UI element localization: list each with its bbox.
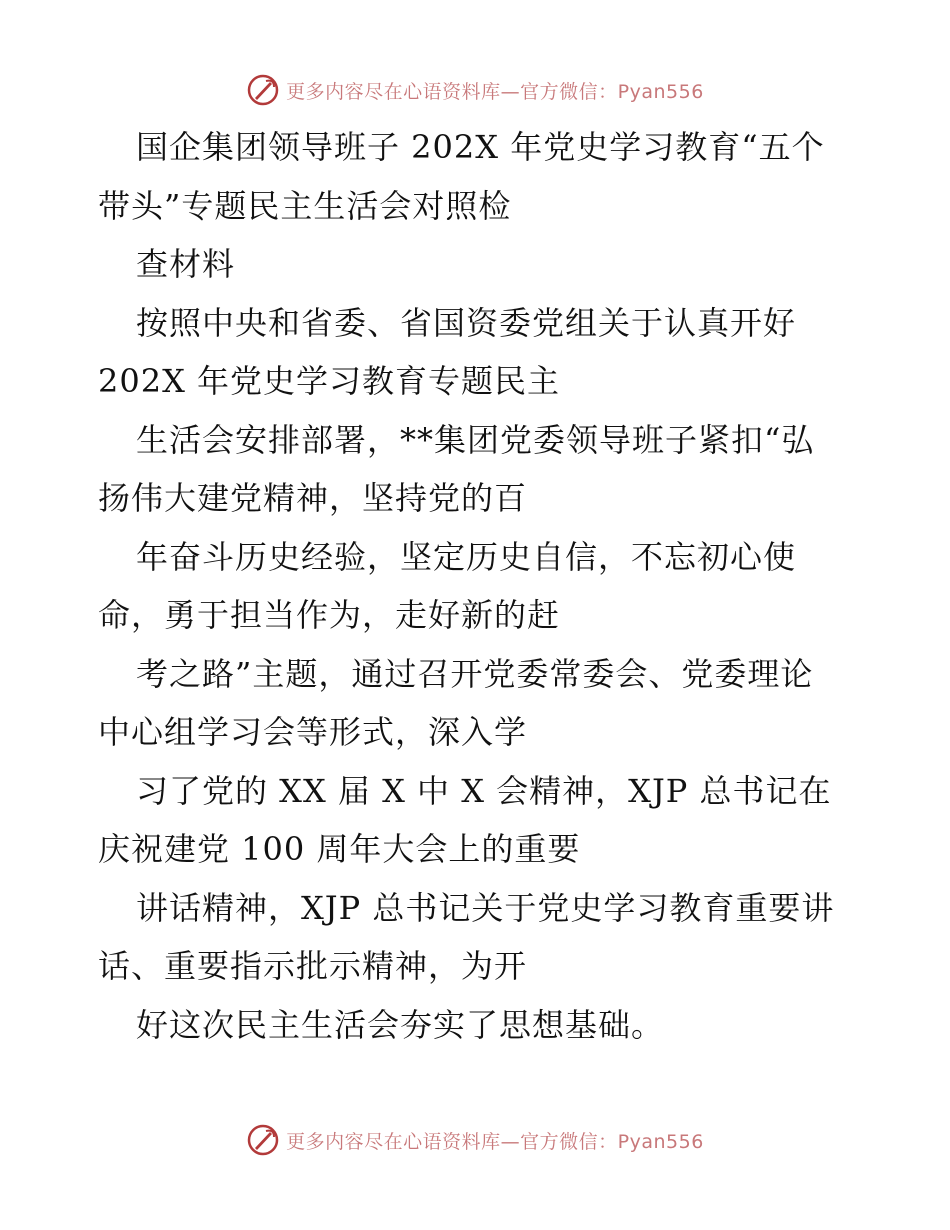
title-line-1: 国企集团领导班子 202X 年党史学习教育“五个 [136,128,825,166]
quill-logo-icon [246,73,280,107]
paragraph-line: 命，勇于担当作为，走好新的赶 [98,596,561,634]
paragraph-line: 考之路”主题，通过召开党委常委会、党委理论 [136,654,814,693]
paragraph-line: 好这次民主生活会夯实了思想基础。 [136,1005,665,1044]
paragraph-line: 扬伟大建党精神，坚持党的百 [98,479,528,517]
paragraph-line: 中心组学习会等形式，深入学 [98,713,528,751]
watermark-text: 更多内容尽在心语资料库—官方微信：Pyan556 [286,1130,704,1153]
paragraph-line: 按照中央和省委、省国资委党组关于认真开好 [136,303,797,342]
footer-watermark [0,1120,950,1160]
quill-logo-icon [246,1123,280,1157]
title-line-2: 带头”专题民主生活会对照检 [98,186,512,225]
paragraph-line: 202X 年党史学习教育专题民主 [98,362,561,400]
paragraph-line: 年奋斗历史经验，坚定历史自信，不忘初心使 [136,537,797,576]
paragraph-line: 讲话精神，XJP 总书记关于党史学习教育重要讲 [136,888,835,927]
paragraph-line: 庆祝建党 100 周年大会上的重要 [98,830,581,868]
document-body [98,118,858,1054]
title-line-3: 查材料 [136,245,236,283]
watermark-text: 更多内容尽在心语资料库—官方微信：Pyan556 [286,80,704,103]
header-watermark [0,70,950,110]
paragraph-line: 习了党的 XX 届 X 中 X 会精神，XJP 总书记在 [136,771,832,810]
paragraph-line: 话、重要指示批示精神，为开 [98,947,528,985]
paragraph-line: 生活会安排部署，**集团党委领导班子紧扣“弘 [136,420,815,459]
